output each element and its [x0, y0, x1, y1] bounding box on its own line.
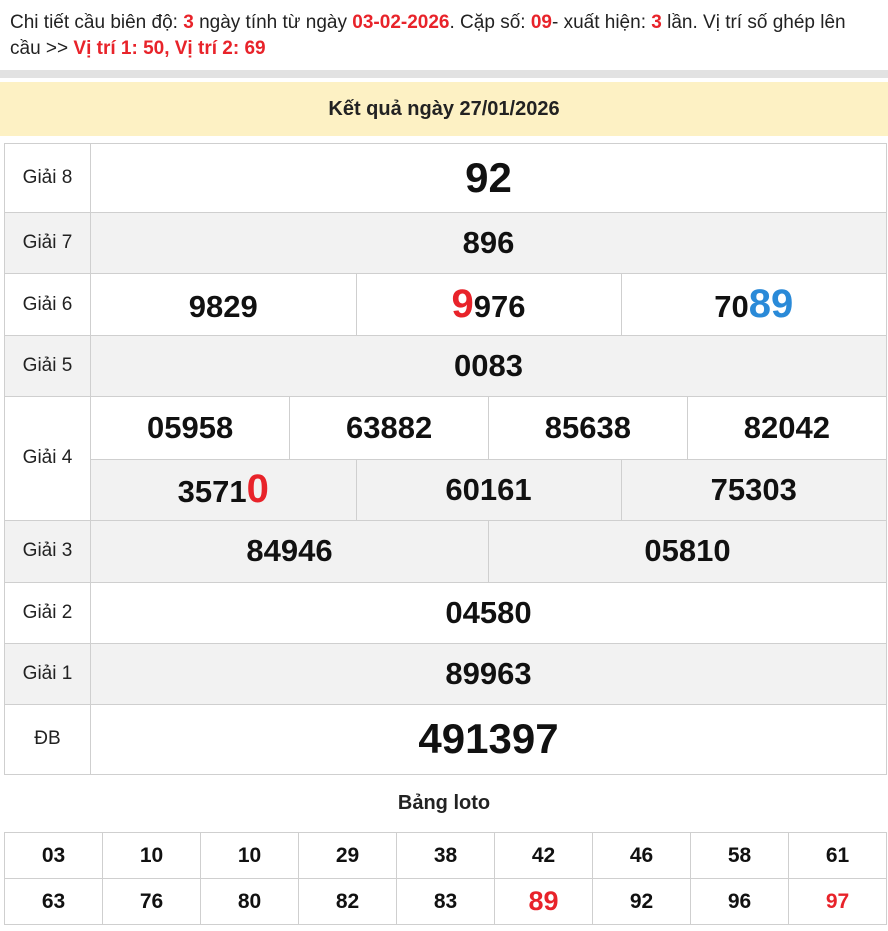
loto-number-highlight: 89 [495, 879, 593, 925]
prize-3-label: Giải 3 [5, 520, 91, 582]
prize-4-value: 60161 [356, 460, 621, 520]
loto-number-highlight: 97 [789, 879, 887, 925]
bridge-detail-text [10, 10, 880, 62]
info-text-1: Chi tiết cầu biên độ: [10, 12, 184, 33]
loto-number: 03 [5, 833, 103, 879]
start-date: 03-02-2026 [352, 12, 450, 33]
prize-6-label: Giải 6 [5, 274, 91, 336]
loto-number: 46 [593, 833, 691, 879]
loto-number: 80 [201, 879, 299, 925]
special-prize-value: 491397 [91, 704, 887, 774]
loto-number: 38 [397, 833, 495, 879]
prize-8-value: 92 [91, 144, 887, 213]
info-text-5: lần. Vị trí số ghép lên cầu >> [10, 12, 846, 59]
results-title: Kết quả ngày 27/01/2026 [0, 82, 888, 136]
loto-number: 10 [103, 833, 201, 879]
highlight-digits: 0 [246, 467, 269, 511]
highlight-digits: 89 [748, 282, 794, 326]
positions-value: Vị trí 1: 50, Vị trí 2: 69 [73, 38, 266, 59]
loto-number: 76 [103, 879, 201, 925]
prize-4-value: 85638 [489, 397, 688, 459]
divider [0, 70, 888, 78]
prize-4-value: 82042 [687, 397, 886, 459]
loto-number: 42 [495, 833, 593, 879]
info-text-3: . Cặp số: [449, 12, 531, 33]
prize-6-value [91, 274, 356, 335]
prize-3-value: 05810 [489, 521, 887, 582]
prize-3-cells [91, 520, 887, 582]
digits: 976 [473, 289, 526, 324]
loto-number: 82 [299, 879, 397, 925]
loto-number: 63 [5, 879, 103, 925]
prize-6-value [621, 274, 886, 335]
prize-5-value: 0083 [91, 336, 887, 397]
loto-number: 10 [201, 833, 299, 879]
prize-1-value: 89963 [91, 643, 887, 704]
pair-value: 09 [530, 12, 552, 33]
loto-number: 61 [789, 833, 887, 879]
prize-7-value: 896 [91, 213, 887, 274]
loto-number: 96 [691, 879, 789, 925]
loto-table [4, 832, 887, 925]
amplitude-value: 3 [183, 12, 194, 33]
prize-2-label: Giải 2 [5, 582, 91, 643]
highlight-digits: 9 [451, 282, 474, 326]
prize-3-value: 84946 [91, 521, 489, 582]
digits: 9829 [188, 289, 258, 324]
prize-5-label: Giải 5 [5, 336, 91, 397]
prize-6-cells [91, 274, 887, 336]
loto-number: 92 [593, 879, 691, 925]
loto-title: Bảng loto [397, 792, 491, 814]
prize-4-cells [91, 397, 887, 521]
loto-number: 29 [299, 833, 397, 879]
info-text-2: ngày tính từ ngày [193, 12, 353, 33]
prize-4-value: 75303 [621, 460, 886, 520]
prize-4-label: Giải 4 [5, 397, 91, 521]
loto-number: 58 [691, 833, 789, 879]
results-table [4, 143, 887, 775]
prize-4-value: 63882 [290, 397, 489, 459]
prize-4-value [91, 460, 356, 520]
prize-1-label: Giải 1 [5, 643, 91, 704]
prize-8-label: Giải 8 [5, 144, 91, 213]
digits: 70 [714, 289, 749, 324]
digits: 3571 [177, 474, 247, 509]
special-prize-label: ĐB [5, 704, 91, 774]
times-value: 3 [651, 12, 662, 33]
prize-7-label: Giải 7 [5, 213, 91, 274]
prize-2-value: 04580 [91, 582, 887, 643]
info-text-4: - xuất hiện: [551, 12, 652, 33]
loto-number: 83 [397, 879, 495, 925]
prize-4-value: 05958 [91, 397, 290, 459]
prize-6-value [356, 274, 621, 335]
